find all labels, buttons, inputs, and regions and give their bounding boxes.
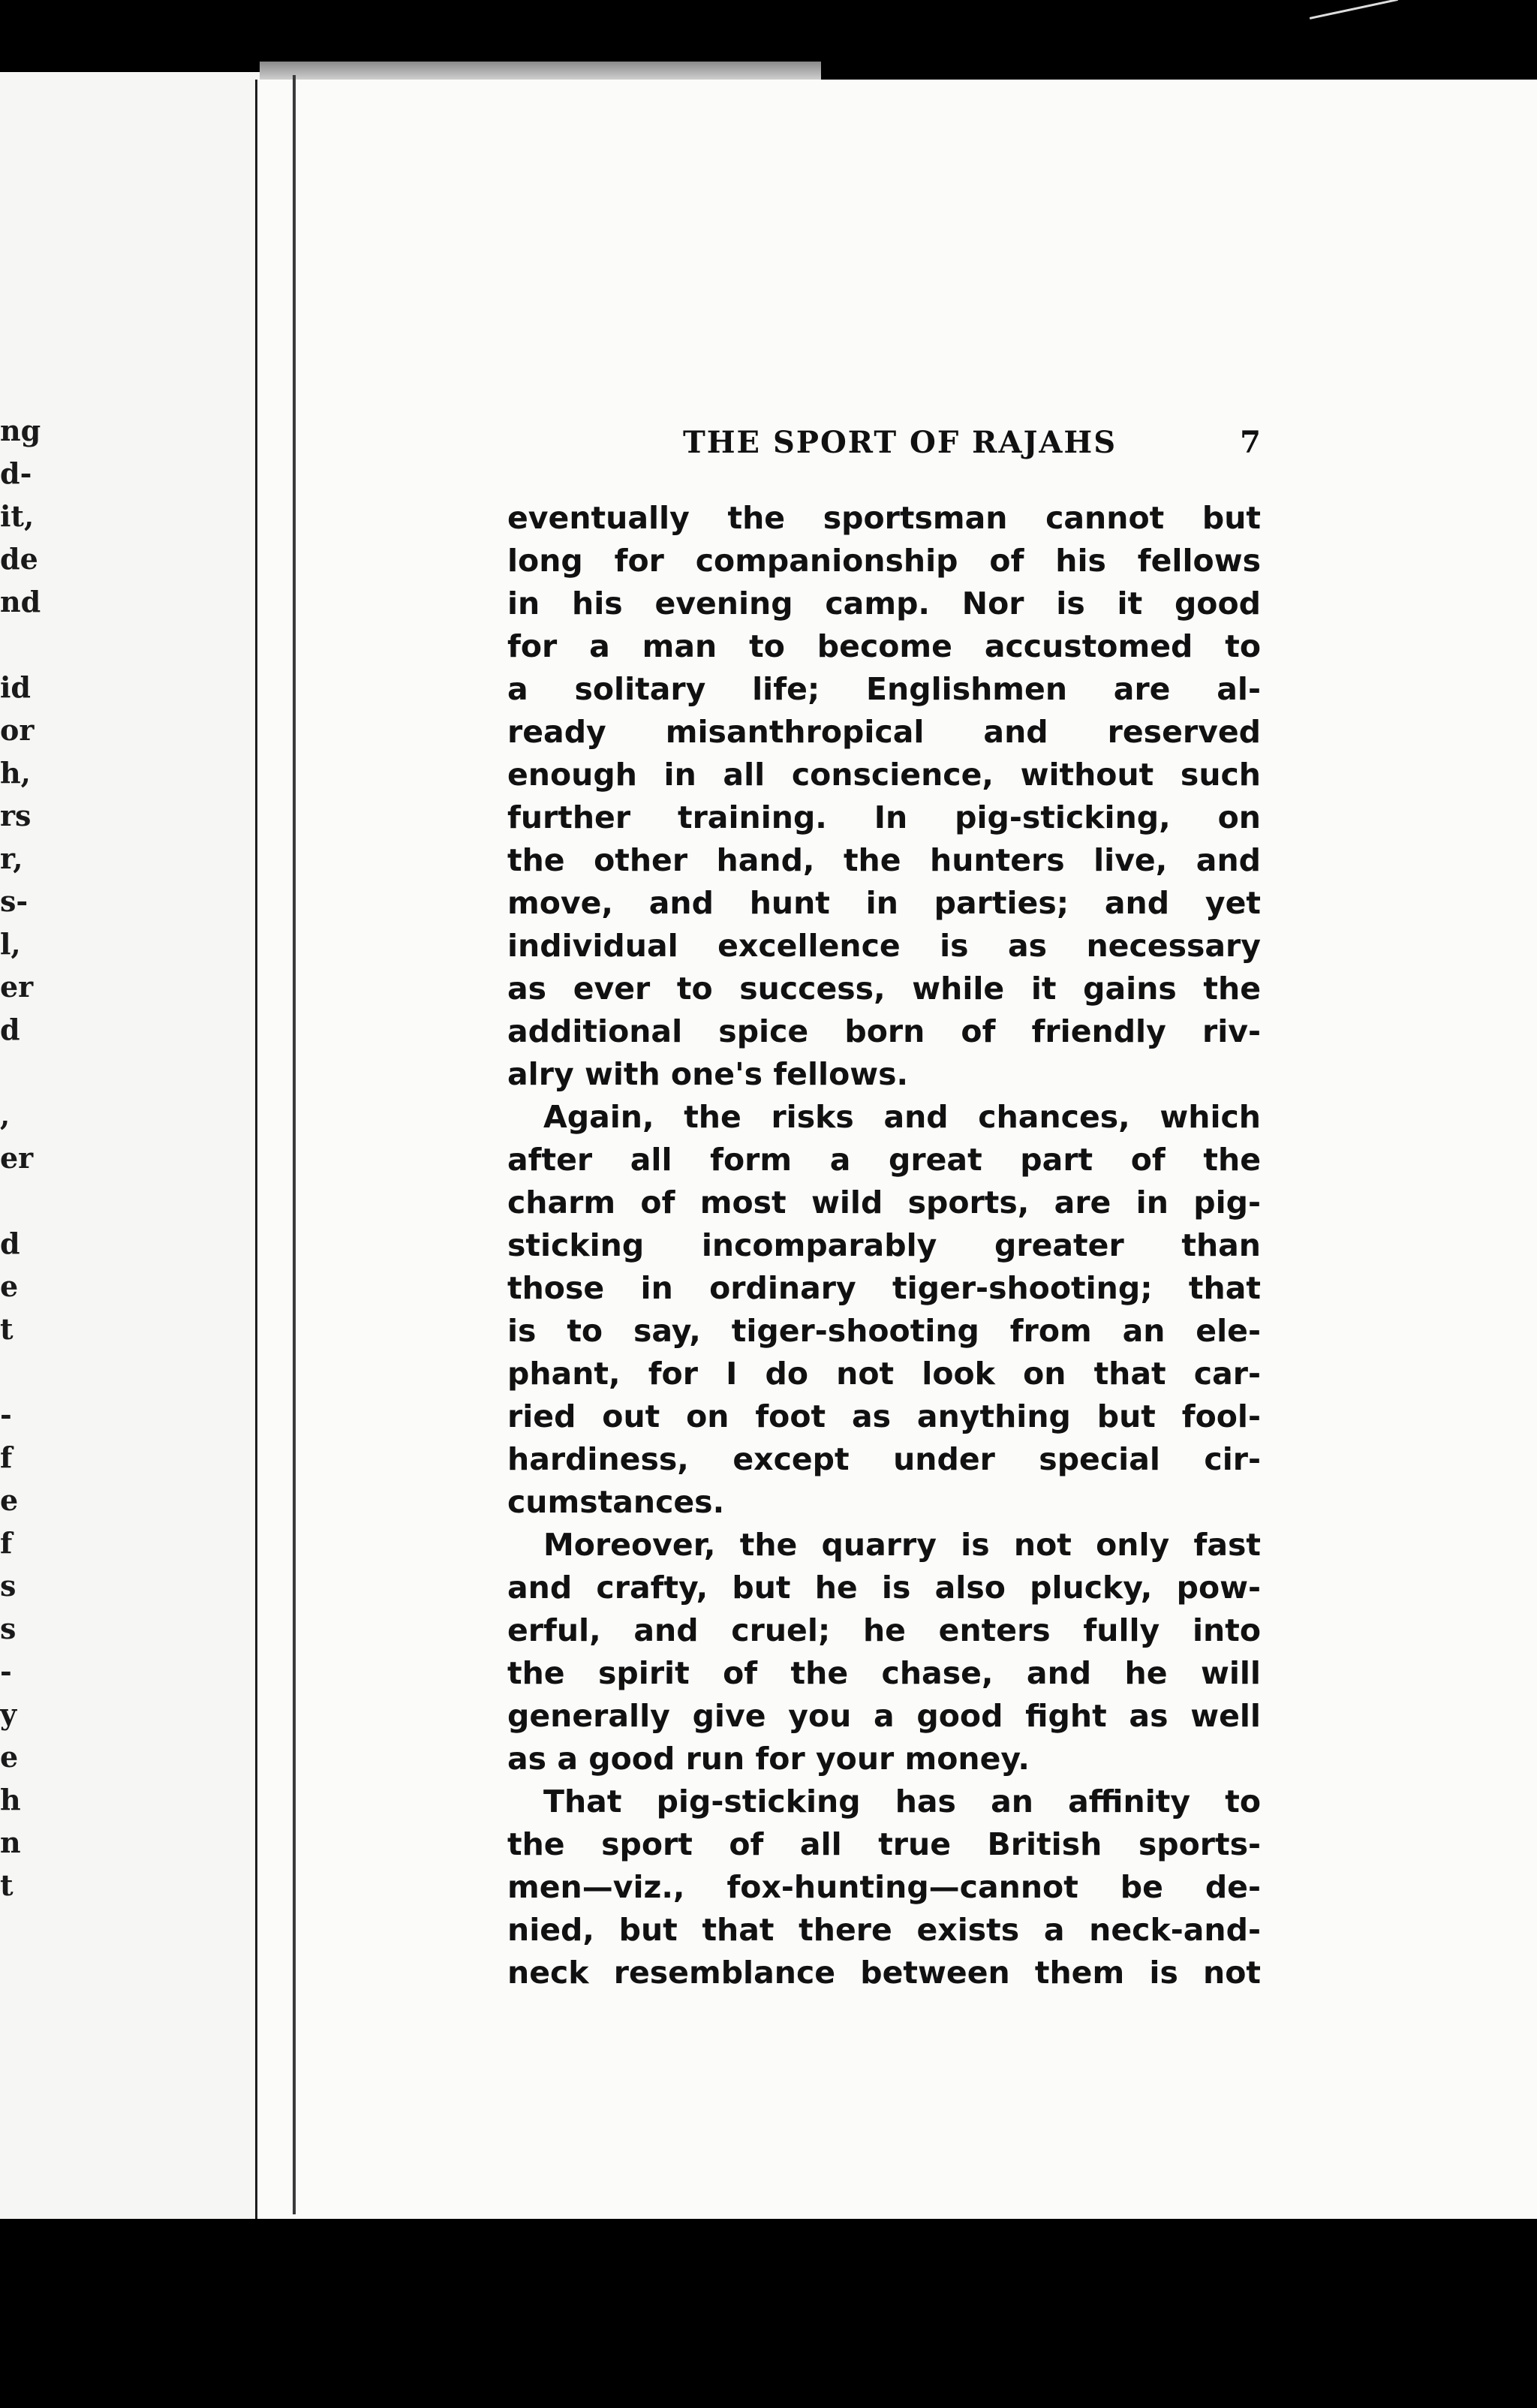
left-page-fragment: er <box>0 970 34 1004</box>
left-page-fragment: s- <box>0 884 29 918</box>
text-line: additional spice born of friendly riv- <box>507 1013 1261 1049</box>
left-page-fragment: l, <box>0 927 21 961</box>
text-line: and crafty, but he is also plucky, pow- <box>507 1570 1261 1606</box>
left-page-fragment: , <box>0 1098 11 1132</box>
text-line: ried out on foot as anything but fool- <box>507 1398 1261 1434</box>
scan-corner-mark <box>1310 0 1404 49</box>
left-page-fragment: h, <box>0 756 31 790</box>
page-edge-strip <box>260 62 821 80</box>
text-line: as ever to success, while it gains the <box>507 971 1261 1007</box>
left-page-fragment: it, <box>0 499 35 533</box>
text-line: enough in all conscience, without such <box>507 757 1261 793</box>
left-page-fragment: - <box>0 1398 12 1431</box>
left-page-fragment: f <box>0 1526 13 1560</box>
text-line: cumstances. <box>507 1484 725 1520</box>
text-line: in his evening camp. Nor is it good <box>507 585 1261 622</box>
text-line: Again, the risks and chances, which <box>543 1099 1261 1135</box>
left-page-fragment: e <box>0 1483 19 1517</box>
left-page-fragment: n <box>0 1826 21 1859</box>
page-number: 7 <box>1240 425 1261 460</box>
text-line: as a good run for your money. <box>507 1741 1030 1777</box>
text-line: the spirit of the chase, and he will <box>507 1655 1261 1691</box>
text-line: a solitary life; Englishmen are al- <box>507 671 1261 707</box>
left-page-fragment: f <box>0 1440 13 1474</box>
text-line: Moreover, the quarry is not only fast <box>543 1527 1261 1563</box>
text-line: is to say, tiger-shooting from an ele- <box>507 1313 1261 1349</box>
text-line: nied, but that there exists a neck-and- <box>507 1912 1261 1948</box>
page-header <box>683 425 1261 467</box>
text-line: the sport of all true British sports- <box>507 1826 1261 1862</box>
left-page-fragment: e <box>0 1269 19 1303</box>
left-page-fragment: h <box>0 1783 21 1817</box>
text-line: further training. In pig-sticking, on <box>507 799 1261 835</box>
left-page-fragment: r, <box>0 841 23 875</box>
text-line: erful, and cruel; he enters fully into <box>507 1612 1261 1648</box>
text-line: phant, for I do not look on that car- <box>507 1356 1261 1392</box>
running-head: THE SPORT OF RAJAHS <box>683 425 1117 460</box>
left-page-fragment: rs <box>0 799 32 832</box>
text-line: generally give you a good fight as well <box>507 1698 1261 1734</box>
left-page-fragment: e <box>0 1740 19 1774</box>
left-page-fragment: d <box>0 1227 20 1260</box>
left-page-fragment: or <box>0 713 35 747</box>
text-line: neck resemblance between them is not <box>507 1955 1261 1991</box>
left-page-fragment: t <box>0 1312 14 1346</box>
text-line: the other hand, the hunters live, and <box>507 842 1261 878</box>
text-line: move, and hunt in parties; and yet <box>507 885 1261 921</box>
text-line: for a man to become accustomed to <box>507 628 1261 664</box>
left-page-fragment: de <box>0 542 38 576</box>
left-page-fragment: s <box>0 1612 17 1645</box>
text-line: That pig-sticking has an affinity to <box>543 1783 1261 1820</box>
text-line: after all form a great part of the <box>507 1142 1261 1178</box>
left-page-fragment: s <box>0 1569 17 1603</box>
left-page-fragment: - <box>0 1654 12 1688</box>
left-page-fragment: y <box>0 1697 17 1731</box>
left-page-fragment: d <box>0 1013 20 1046</box>
left-page-fragment: er <box>0 1141 34 1175</box>
left-page-fragment: ng <box>0 414 41 447</box>
left-page-fragment: t <box>0 1868 14 1902</box>
text-line: those in ordinary tiger-shooting; that <box>507 1270 1261 1306</box>
text-line: individual excellence is as necessary <box>507 928 1261 964</box>
text-line: eventually the sportsman cannot but <box>507 500 1261 536</box>
left-page <box>0 72 270 2219</box>
text-line: sticking incomparably greater than <box>507 1227 1261 1263</box>
page-gutter-divider <box>293 75 296 2214</box>
left-page-fragment: nd <box>0 585 41 619</box>
text-line: alry with one's fellows. <box>507 1056 909 1092</box>
text-line: long for companionship of his fellows <box>507 543 1261 579</box>
left-page-fragment: d- <box>0 456 32 490</box>
text-line: hardiness, except under special cir- <box>507 1441 1261 1477</box>
body-text <box>507 497 1261 1994</box>
text-line: men—viz., fox-hunting—cannot be de- <box>507 1869 1261 1905</box>
left-page-fragment: id <box>0 670 32 704</box>
text-line: charm of most wild sports, are in pig- <box>507 1184 1261 1221</box>
text-line: ready misanthropical and reserved <box>507 714 1261 750</box>
